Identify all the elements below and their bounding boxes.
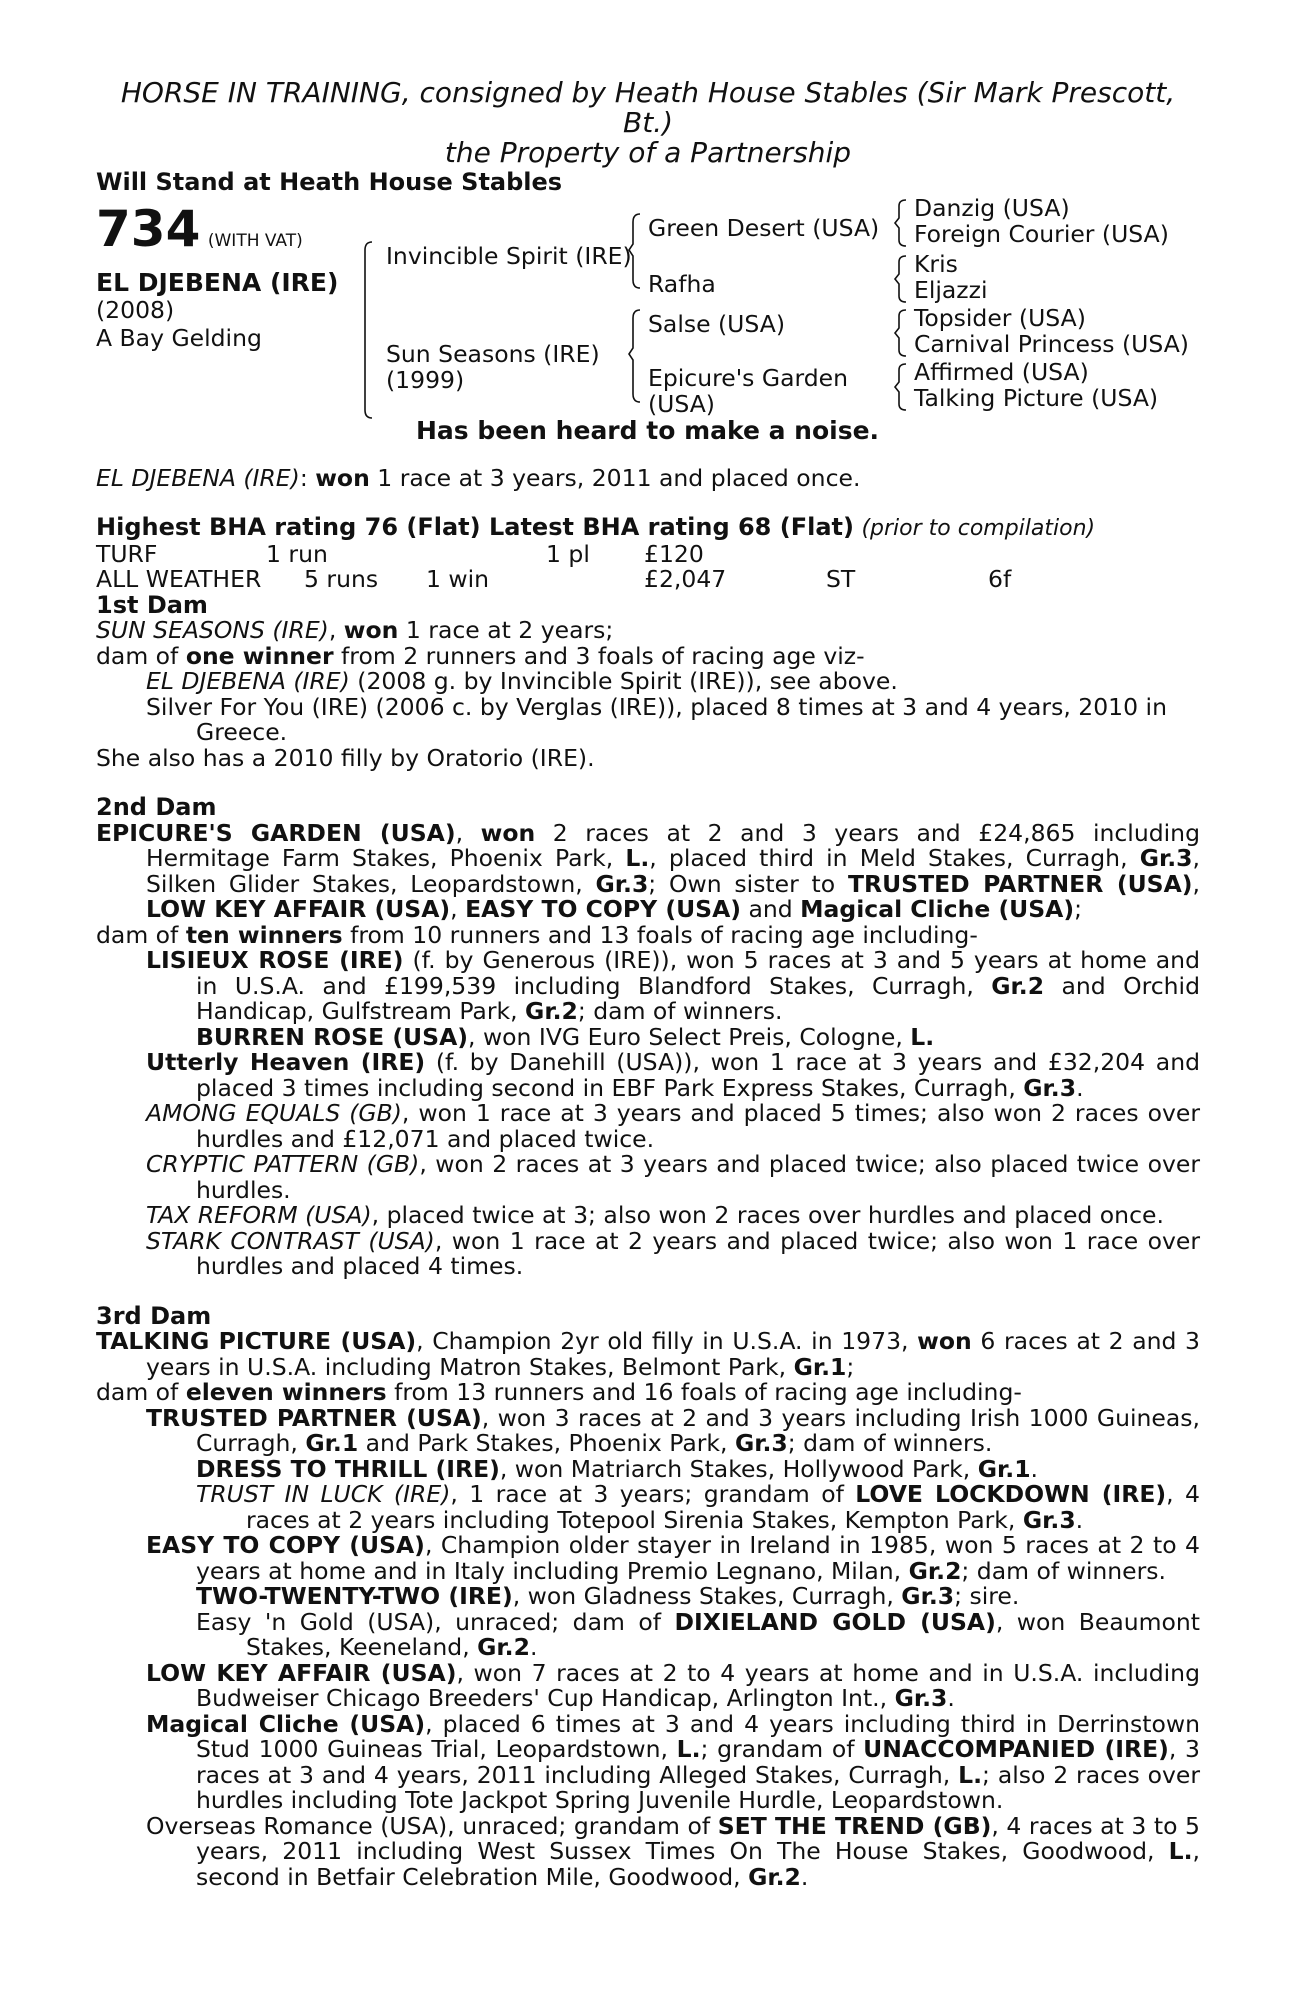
dam-sire: Salse (USA) (648, 309, 785, 338)
sire: Invincible Spirit (IRE) (386, 241, 632, 270)
summary-horse: EL DJEBENA (IRE) (96, 463, 300, 492)
sire-sire: Green Desert (USA) (648, 213, 880, 242)
third-dam-para-6: EASY TO COPY (USA), Champion older stayer in Ireland in 1985, won 5 races at 2 to 4 years at home and in Italy including Premio Legnano, Milan, Gr.2; dam of winners. (146, 1531, 1201, 1585)
third-dam-para-5: TRUST IN LUCK (IRE), 1 race at 3 years; grandam of LOVE LOCKDOWN (IRE), 4 races at 2 years including Totepool Sirenia Stakes, Kempton Park, Gr.3. (196, 1480, 1200, 1534)
dam: Sun Seasons (IRE) (386, 339, 600, 368)
second-dam-para-7: CRYPTIC PATTERN (GB), won 2 races at 3 years and placed twice; also placed twice over hurdles. (146, 1150, 1200, 1204)
first-dam-line-4: Silver For You (IRE) (2006 c. by Verglas (IRE)), placed 8 times at 3 and 4 years, 2010 in Greece. (146, 692, 1167, 746)
first-dam-line-1: SUN SEASONS (IRE), won 1 race at 2 years; (96, 616, 614, 644)
first-dam-line-5: She also has a 2010 filly by Oratorio (IRE). (96, 743, 595, 772)
dam-dam-dam: Talking Picture (USA) (914, 383, 1159, 412)
third-dam-para-2: dam of eleven winners from 13 runners and 16 foals of racing age including- (96, 1378, 1022, 1406)
third-dam-para-4: DRESS TO THRILL (IRE), won Matriarch Stakes, Hollywood Park, Gr.1. (196, 1454, 1039, 1483)
sire-dam-sire: Kris (914, 249, 958, 278)
foaling-year: (2008) (96, 295, 175, 324)
main-bracket (362, 240, 376, 420)
third-dam-para-9: LOW KEY AFFAIR (USA), won 7 races at 2 to 4 years at home and in U.S.A. including Budweiser Chicago Breeders' Cup Handicap, Arlington Int., Gr.3. (146, 1658, 1200, 1712)
sire-sire-dam: Foreign Courier (USA) (914, 219, 1169, 248)
consignment-line-2: Bt.) (622, 106, 673, 139)
second-dam-para-5: Utterly Heaven (IRE) (f. by Danehill (USA)), won 1 race at 3 years and £32,204 and placed 3 times including second in EBF Park Express Stakes, Curragh, Gr.3. (146, 1048, 1201, 1102)
third-dam-para-10: Magical Cliche (USA), placed 6 times at 3 and 4 years including third in Derrinstown Stud 1000 Guineas Trial, Leopardstown, L.; grandam of UNACCOMPANIED (IRE), 3 races at 3 and 4 years, 2011 including Alleged Stakes, Curragh, L.; also 2 races over hurdles including Tote Jackpot Spring Juvenile Hurdle, Leopardstown. (146, 1709, 1201, 1814)
noise-note: Has been heard to make a noise. (416, 415, 880, 445)
dam-dam-line-1: Epicure's Garden (648, 363, 849, 392)
lot-number-block (96, 199, 303, 258)
dam-year: (1999) (386, 365, 465, 394)
third-dam-para-1: TALKING PICTURE (USA), Champion 2yr old filly in U.S.A. in 1973, won 6 races at 2 and 3 years in U.S.A. including Matron Stakes, Belmont Park, Gr.1; (96, 1327, 1201, 1381)
horse-name: EL DJEBENA (IRE) (96, 267, 339, 297)
ds-bracket (894, 308, 910, 360)
second-dam-para-3: LISIEUX ROSE (IRE) (f. by Generous (IRE)), won 5 races at 3 and 5 years at home and in U.S.A. and £199,539 including Blandford Stakes, Curragh, Gr.2 and Orchid Handicap, Gulfstream Park, Gr.2; dam of winners. (146, 946, 1200, 1025)
sire-sire-sire: Danzig (USA) (914, 193, 1070, 222)
dam-sire-dam: Carnival Princess (USA) (914, 329, 1189, 358)
dam-dam-line-2: (USA) (648, 389, 715, 418)
horse-description: A Bay Gelding (96, 323, 262, 352)
third-dam-heading: 3rd Dam (96, 1301, 212, 1330)
consignment-header (96, 78, 1200, 168)
stand-location: Will Stand at Heath House Stables (96, 168, 563, 196)
third-dam-para-11: Overseas Romance (USA), unraced; grandam of SET THE TREND (GB), 4 races at 3 to 5 years, 2011 including West Sussex Times On The House Stakes, Goodwood, L., second in Betfair Celebration Mile, Goodwood, Gr.2. (146, 1811, 1200, 1891)
dam-sire-sire: Topsider (USA) (914, 303, 1086, 332)
first-dam-line-2: dam of one winner from 2 runners and 3 foals of racing age viz- (96, 641, 865, 670)
sire-dam-dam: Eljazzi (914, 275, 988, 304)
pedigree-table (96, 193, 1200, 446)
ss-bracket (894, 198, 910, 250)
dam-bracket (628, 308, 644, 408)
dam-dam-sire: Affirmed (USA) (914, 357, 1089, 386)
sire-bracket (628, 212, 644, 292)
second-dam-para-9: STARK CONTRAST (USA), won 1 race at 2 years and placed twice; also won 1 race over hurdles and placed 4 times. (146, 1226, 1201, 1280)
second-dam-para-2: dam of ten winners from 10 runners and 13 foals of racing age including- (96, 920, 978, 949)
second-dam-para-8: TAX REFORM (USA), placed twice at 3; also won 2 races over hurdles and placed once. (146, 1201, 1164, 1229)
race-summary: EL DJEBENA (IRE): won 1 race at 3 years, 2011 and placed once. (96, 463, 861, 492)
sire-dam: Rafha (648, 269, 716, 298)
bha-rating: Highest BHA rating 76 (Flat) Latest BHA rating 68 (Flat) (prior to compilation) (96, 513, 1096, 541)
vat-note: (WITH VAT) (207, 230, 303, 251)
consignment-line-3: the Property of a Partnership (444, 136, 852, 169)
dd-bracket (894, 362, 910, 414)
sd-bracket (894, 254, 910, 306)
second-dam-para-1: EPICURE'S GARDEN (USA), won 2 races at 2 and 3 years and £24,865 including Hermitage Farm Stakes, Phoenix Park, L., placed third in Meld Stakes, Curragh, Gr.3, Silken Glider Stakes, Leopardstown, Gr.3; Own sister to TRUSTED PARTNER (USA), LOW KEY AFFAIR (USA), EASY TO COPY (USA) and Magical Cliche (USA); (96, 818, 1200, 923)
third-dam-para-7: TWO-TWENTY-TWO (IRE), won Gladness Stakes, Curragh, Gr.3; sire. (196, 1582, 1020, 1610)
second-dam-para-6: AMONG EQUALS (GB), won 1 race at 3 years and placed 5 times; also won 2 races over hurdles and £12,071 and placed twice. (146, 1099, 1200, 1153)
record-all-weather: ALL WEATHER 5 runs 1 win £2,047 ST 6f (96, 565, 1012, 593)
consignment-line-1: HORSE IN TRAINING, consigned by Heath House Stables (Sir Mark Prescott, (120, 76, 1176, 109)
third-dam-para-3: TRUSTED PARTNER (USA), won 3 races at 2 and 3 years including Irish 1000 Guineas, Curragh, Gr.1 and Park Stakes, Phoenix Park, Gr.3; dam of winners. (146, 1403, 1200, 1457)
third-dam-para-8: Easy 'n Gold (USA), unraced; dam of DIXIELAND GOLD (USA), won Beaumont Stakes, Keeneland, Gr.2. (196, 1607, 1201, 1661)
lot-number: 734 (96, 199, 201, 258)
first-dam-heading: 1st Dam (96, 590, 208, 619)
first-dam-line-3: EL DJEBENA (IRE) (2008 g. by Invincible Spirit (IRE)), see above. (146, 667, 898, 695)
second-dam-para-4: BURREN ROSE (USA), won IVG Euro Select Preis, Cologne, L. (196, 1022, 935, 1051)
record-turf: TURF 1 run 1 pl £120 (96, 539, 704, 568)
second-dam-heading: 2nd Dam (96, 793, 217, 821)
catalogue-page (96, 78, 1200, 1890)
